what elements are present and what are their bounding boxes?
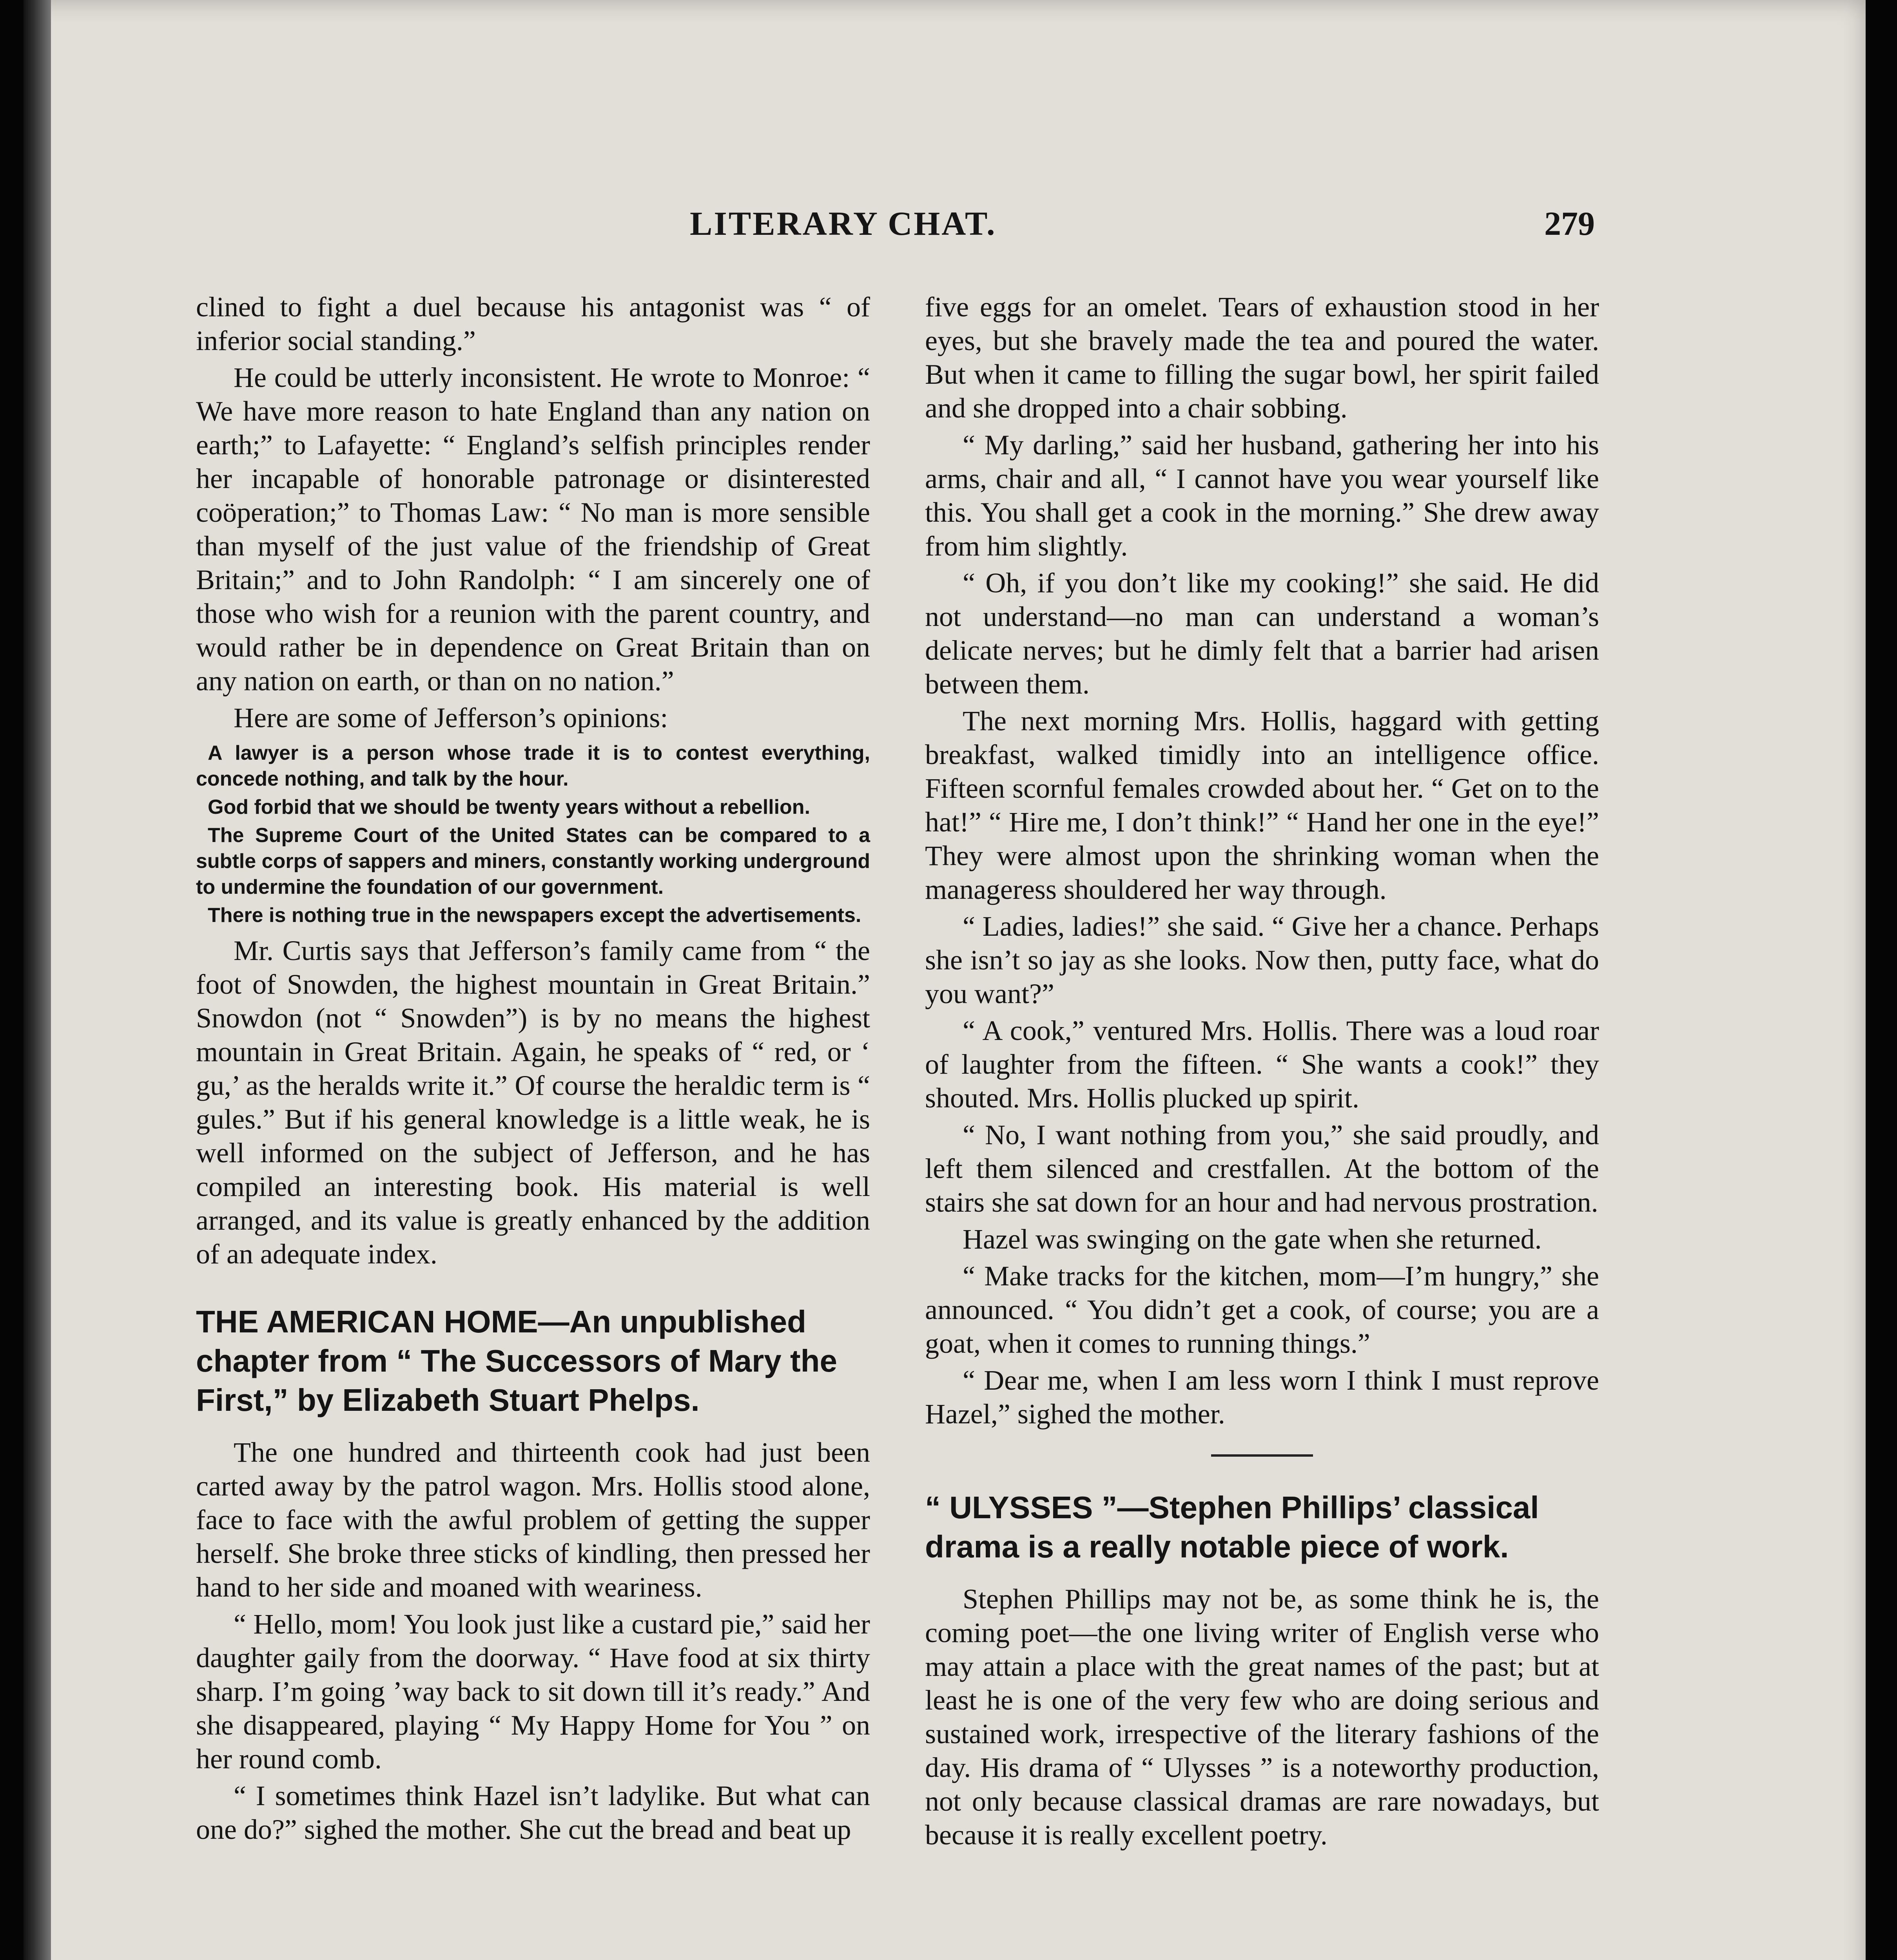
paragraph: The next morning Mrs. Hollis, haggard with getting breakfast, walked timidly into an intelligence office. Fifteen scornful females crowded about her. “ Get on to the hat!” “ Hire me, I don’t think!” “ Hand her one in the eye!” They were almost upon the shrinking woman when the manageress shouldered her way through. bbox=[925, 705, 1599, 905]
page-number: 279 bbox=[1544, 205, 1595, 242]
left-column bbox=[196, 290, 870, 1849]
paragraph: “ A cook,” ventured Mrs. Hollis. There was a loud roar of laughter from the fifteen. “ She wants a cook!” they shouted. Mrs. Hollis plucked up spirit. bbox=[925, 1015, 1599, 1114]
paragraph: “ Dear me, when I am less worn I think I must reprove Hazel,” sighed the mother. bbox=[925, 1365, 1599, 1430]
quote: The Supreme Court of the United States can be compared to a subtle corps of sappers and miners, constantly working underground to undermine the foundation of our government. bbox=[196, 824, 870, 898]
section-heading-american-home: THE AMERICAN HOME—An unpublished chapter from “ The Successors of Mary the First,” by Elizabeth Stuart Phelps. bbox=[196, 1304, 838, 1417]
paragraph: “ I sometimes think Hazel isn’t ladylike. But what can one do?” sighed the mother. She cut the bread and beat up bbox=[196, 1780, 870, 1845]
magazine-page bbox=[24, 0, 1866, 1960]
paragraph: “ Oh, if you don’t like my cooking!” she said. He did not understand—no man can understand a woman’s delicate nerves; but he dimly felt that a barrier had arisen between them. bbox=[925, 567, 1599, 700]
paragraph: clined to fight a duel because his antagonist was “ of inferior social standing.” bbox=[196, 291, 870, 356]
paragraph: Stephen Phillips may not be, as some think he is, the coming poet—the one living writer of English verse who may attain a place with the great names of the past; but at least he is one of the very few who are doing serious and sustained work, irrespective of the literary fashions of the day. His drama of “ Ulysses ” is a noteworthy production, not only because classical dramas are rare nowadays, but because it is really excellent poetry. bbox=[925, 1583, 1599, 1851]
quote: There is nothing true in the newspapers except the advertisements. bbox=[208, 904, 861, 927]
paragraph: “ No, I want nothing from you,” she said proudly, and left them silenced and crestfallen. At the bottom of the stairs she sat down for an hour and had nervous prostration. bbox=[925, 1119, 1599, 1218]
quote: A lawyer is a person whose trade it is to contest everything, concede nothing, and talk by the hour. bbox=[196, 742, 870, 790]
quote: God forbid that we should be twenty years without a rebellion. bbox=[208, 796, 811, 818]
paragraph: “ Hello, mom! You look just like a custard pie,” said her daughter gaily from the doorway. “ Have food at six thirty sharp. I’m going ’way back to sit down till it’s ready.” And she disappeared, playing “ My Happy Home for You ” on her round comb. bbox=[196, 1608, 870, 1775]
running-title: LITERARY CHAT. bbox=[690, 205, 997, 242]
section-divider bbox=[1211, 1454, 1313, 1457]
page-binding-edge bbox=[24, 0, 51, 1960]
paragraph: five eggs for an omelet. Tears of exhaustion stood in her eyes, but she bravely made the tea and poured the water. But when it came to filling the sugar bowl, her spirit failed and she dropped into a chair sobbing. bbox=[925, 291, 1599, 424]
right-column bbox=[925, 290, 1599, 1855]
section-heading-ulysses: “ ULYSSES ”—Stephen Phillips’ classical drama is a really notable piece of work. bbox=[925, 1490, 1539, 1564]
paragraph: “ Make tracks for the kitchen, mom—I’m hungry,” she announced. “ You didn’t get a cook, of course; you are a goat, when it comes to running things.” bbox=[925, 1260, 1599, 1359]
paragraph: “ Ladies, ladies!” she said. “ Give her a chance. Perhaps she isn’t so jay as she looks. Now then, putty face, what do you want?” bbox=[925, 911, 1599, 1009]
paragraph: Hazel was swinging on the gate when she returned. bbox=[963, 1223, 1542, 1255]
running-head bbox=[24, 204, 1866, 251]
paragraph: The one hundred and thirteenth cook had just been carted away by the patrol wagon. Mrs. Hollis stood alone, face to face with the awful problem of getting the supper herself. She broke three sticks of kindling, then pressed her hand to her side and moaned with weariness. bbox=[196, 1437, 870, 1603]
paragraph: “ My darling,” said her husband, gathering her into his arms, chair and all, “ I cannot have you wear yourself like this. You shall get a cook in the morning.” She drew away from him slightly. bbox=[925, 429, 1599, 562]
paragraph: Mr. Curtis says that Jefferson’s family came from “ the foot of Snowden, the highest mountain in Great Britain.” Snowdon (not “ Snowden”) is by no means the highest mountain in Great Britain. Again, he speaks of “ red, or ‘ gu,’ as the heralds write it.” Of course the heraldic term is “ gules.” But if his general knowledge is a little weak, he is well informed on the subject of Jefferson, and he has compiled an interesting book. His material is well arranged, and its value is greatly enhanced by the addition of an adequate index. bbox=[196, 935, 870, 1270]
jefferson-quotes bbox=[196, 740, 870, 928]
paragraph: He could be utterly inconsistent. He wrote to Monroe: “ We have more reason to hate England than any nation on earth;” to Lafayette: “ England’s selfish principles render her incapable of honorable patronage or disinterested coöperation;” to Thomas Law: “ No man is more sensible than myself of the just value of the friendship of Great Britain;” and to John Randolph: “ I am sincerely one of those who wish for a reunion with the parent country, and would rather be in dependence on Great Britain than on any nation on earth, or than on no nation.” bbox=[196, 362, 870, 697]
paragraph: Here are some of Jefferson’s opinions: bbox=[234, 702, 668, 733]
